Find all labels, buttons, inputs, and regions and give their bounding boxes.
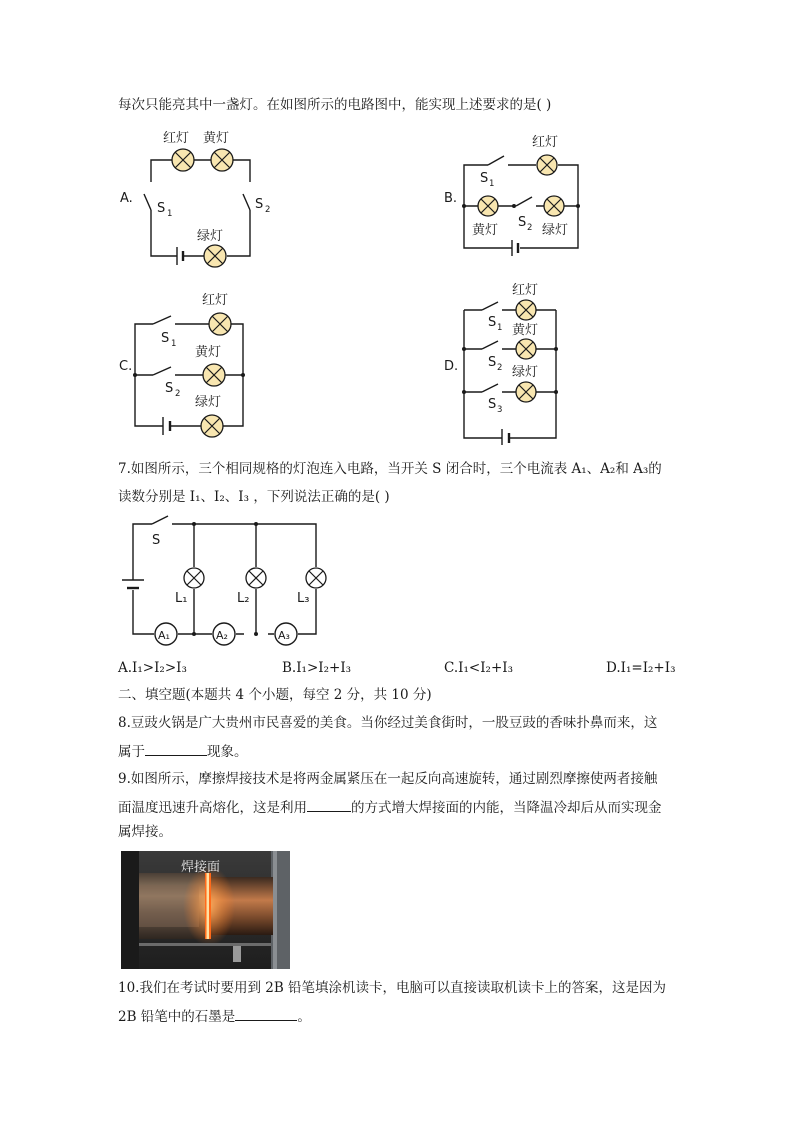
q10-answer-blank[interactable] <box>235 1006 297 1021</box>
q8-line1: 8.豆豉火锅是广大贵州市民喜爱的美食。当你经过美食街时，一股豆豉的香味扑鼻而来，这 <box>118 715 658 731</box>
svg-text:1: 1 <box>167 209 173 219</box>
circuit-d-green-label: 绿灯 <box>512 365 539 380</box>
circuit-d-s3: S <box>488 397 497 412</box>
svg-text:2: 2 <box>527 223 533 233</box>
circuit-d-s1: S <box>488 315 497 330</box>
circuit-b-letter: B. <box>444 191 458 206</box>
svg-text:2: 2 <box>175 389 181 399</box>
q10-text-a: 2B 铅笔中的石墨是 <box>118 1009 236 1025</box>
q8-text-a: 属于 <box>118 744 145 760</box>
q7-a2-label: A₂ <box>216 629 228 642</box>
circuit-c <box>115 288 265 443</box>
circuit-a-s1: S <box>157 201 166 216</box>
circuit-b-green-label: 绿灯 <box>542 223 569 238</box>
q7-circuit <box>118 512 338 647</box>
circuit-a <box>115 122 285 272</box>
svg-text:2: 2 <box>497 363 503 373</box>
q9-line1: 9.如图所示，摩擦焊接技术是将两金属紧压在一起反向高速旋转，通过剧烈摩擦使两者接触 <box>118 771 658 787</box>
circuit-c-green-label: 绿灯 <box>195 395 222 410</box>
photo-weld-label: 焊接面 <box>181 860 221 875</box>
q7-line1: 7.如图所示，三个相同规格的灯泡连入电路，当开关 S 闭合时，三个电流表 A₁、A₂和 A₃的 <box>118 461 662 477</box>
q7-line2: 读数分别是 I₁、I₂、I₃ ，下列说法正确的是( ) <box>118 489 390 505</box>
circuit-a-yellow-label: 黄灯 <box>203 131 230 146</box>
q9-answer-blank[interactable] <box>307 797 351 812</box>
q7-option-c[interactable]: C.I₁<I₂+I₃ <box>444 660 513 676</box>
circuit-c-letter: C. <box>119 359 133 374</box>
circuit-d-letter: D. <box>444 359 459 374</box>
circuit-c-s2: S <box>165 381 174 396</box>
q9-line2 <box>118 797 662 818</box>
circuit-b-yellow-label: 黄灯 <box>472 223 499 238</box>
q6-tail-text: 每次只能亮其中一盏灯。在如图所示的电路图中，能实现上述要求的是( ) <box>118 97 552 113</box>
svg-text:3: 3 <box>497 405 503 415</box>
section2-heading: 二、填空题(本题共 4 个小题，每空 2 分，共 10 分) <box>118 687 432 703</box>
circuit-d-yellow-label: 黄灯 <box>512 323 539 338</box>
circuit-b-s2: S <box>518 215 527 230</box>
q10-line1: 10.我们在考试时要用到 2B 铅笔填涂机读卡，电脑可以直接读取机读卡上的答案，这是因为 <box>118 980 667 996</box>
circuit-b-red-label: 红灯 <box>532 135 559 150</box>
circuit-a-s2: S <box>255 197 264 212</box>
circuit-d <box>440 280 580 445</box>
q7-switch-label: S <box>152 533 161 548</box>
circuit-a-letter: A. <box>120 191 133 206</box>
circuit-a-green-label: 绿灯 <box>197 229 224 244</box>
q8-line2 <box>118 741 248 762</box>
circuit-d-s2: S <box>488 355 497 370</box>
q9-text-a: 面温度迅速升高熔化，这是利用 <box>118 800 307 816</box>
circuit-b <box>440 128 600 268</box>
q7-option-d[interactable]: D.I₁=I₂+I₃ <box>606 660 676 676</box>
svg-text:1: 1 <box>171 339 177 349</box>
circuit-b-s1: S <box>480 171 489 186</box>
svg-text:1: 1 <box>497 323 503 333</box>
circuit-d-red-label: 红灯 <box>512 283 539 298</box>
q8-answer-blank[interactable] <box>145 741 207 756</box>
q10-line2 <box>118 1006 311 1027</box>
q9-text-b: 的方式增大焊接面的内能，当降温冷却后从而实现金 <box>351 800 662 816</box>
q7-a3-label: A₃ <box>278 629 290 642</box>
q9-line3: 属焊接。 <box>118 824 172 840</box>
q7-option-a[interactable]: A.I₁>I₂>I₃ <box>118 660 187 676</box>
q7-l1-label: L₁ <box>175 591 188 606</box>
friction-welding-photo <box>121 851 290 969</box>
q10-text-b: 。 <box>297 1009 311 1025</box>
q8-text-b: 现象。 <box>207 744 248 760</box>
svg-text:2: 2 <box>265 205 271 215</box>
svg-text:1: 1 <box>489 179 495 189</box>
circuit-c-red-label: 红灯 <box>202 293 229 308</box>
circuit-c-s1: S <box>161 331 170 346</box>
q7-l2-label: L₂ <box>237 591 250 606</box>
q7-a1-label: A₁ <box>158 629 170 642</box>
q7-option-b[interactable]: B.I₁>I₂+I₃ <box>282 660 352 676</box>
circuit-a-red-label: 红灯 <box>163 131 190 146</box>
circuit-c-yellow-label: 黄灯 <box>195 345 222 360</box>
q7-l3-label: L₃ <box>297 591 310 606</box>
